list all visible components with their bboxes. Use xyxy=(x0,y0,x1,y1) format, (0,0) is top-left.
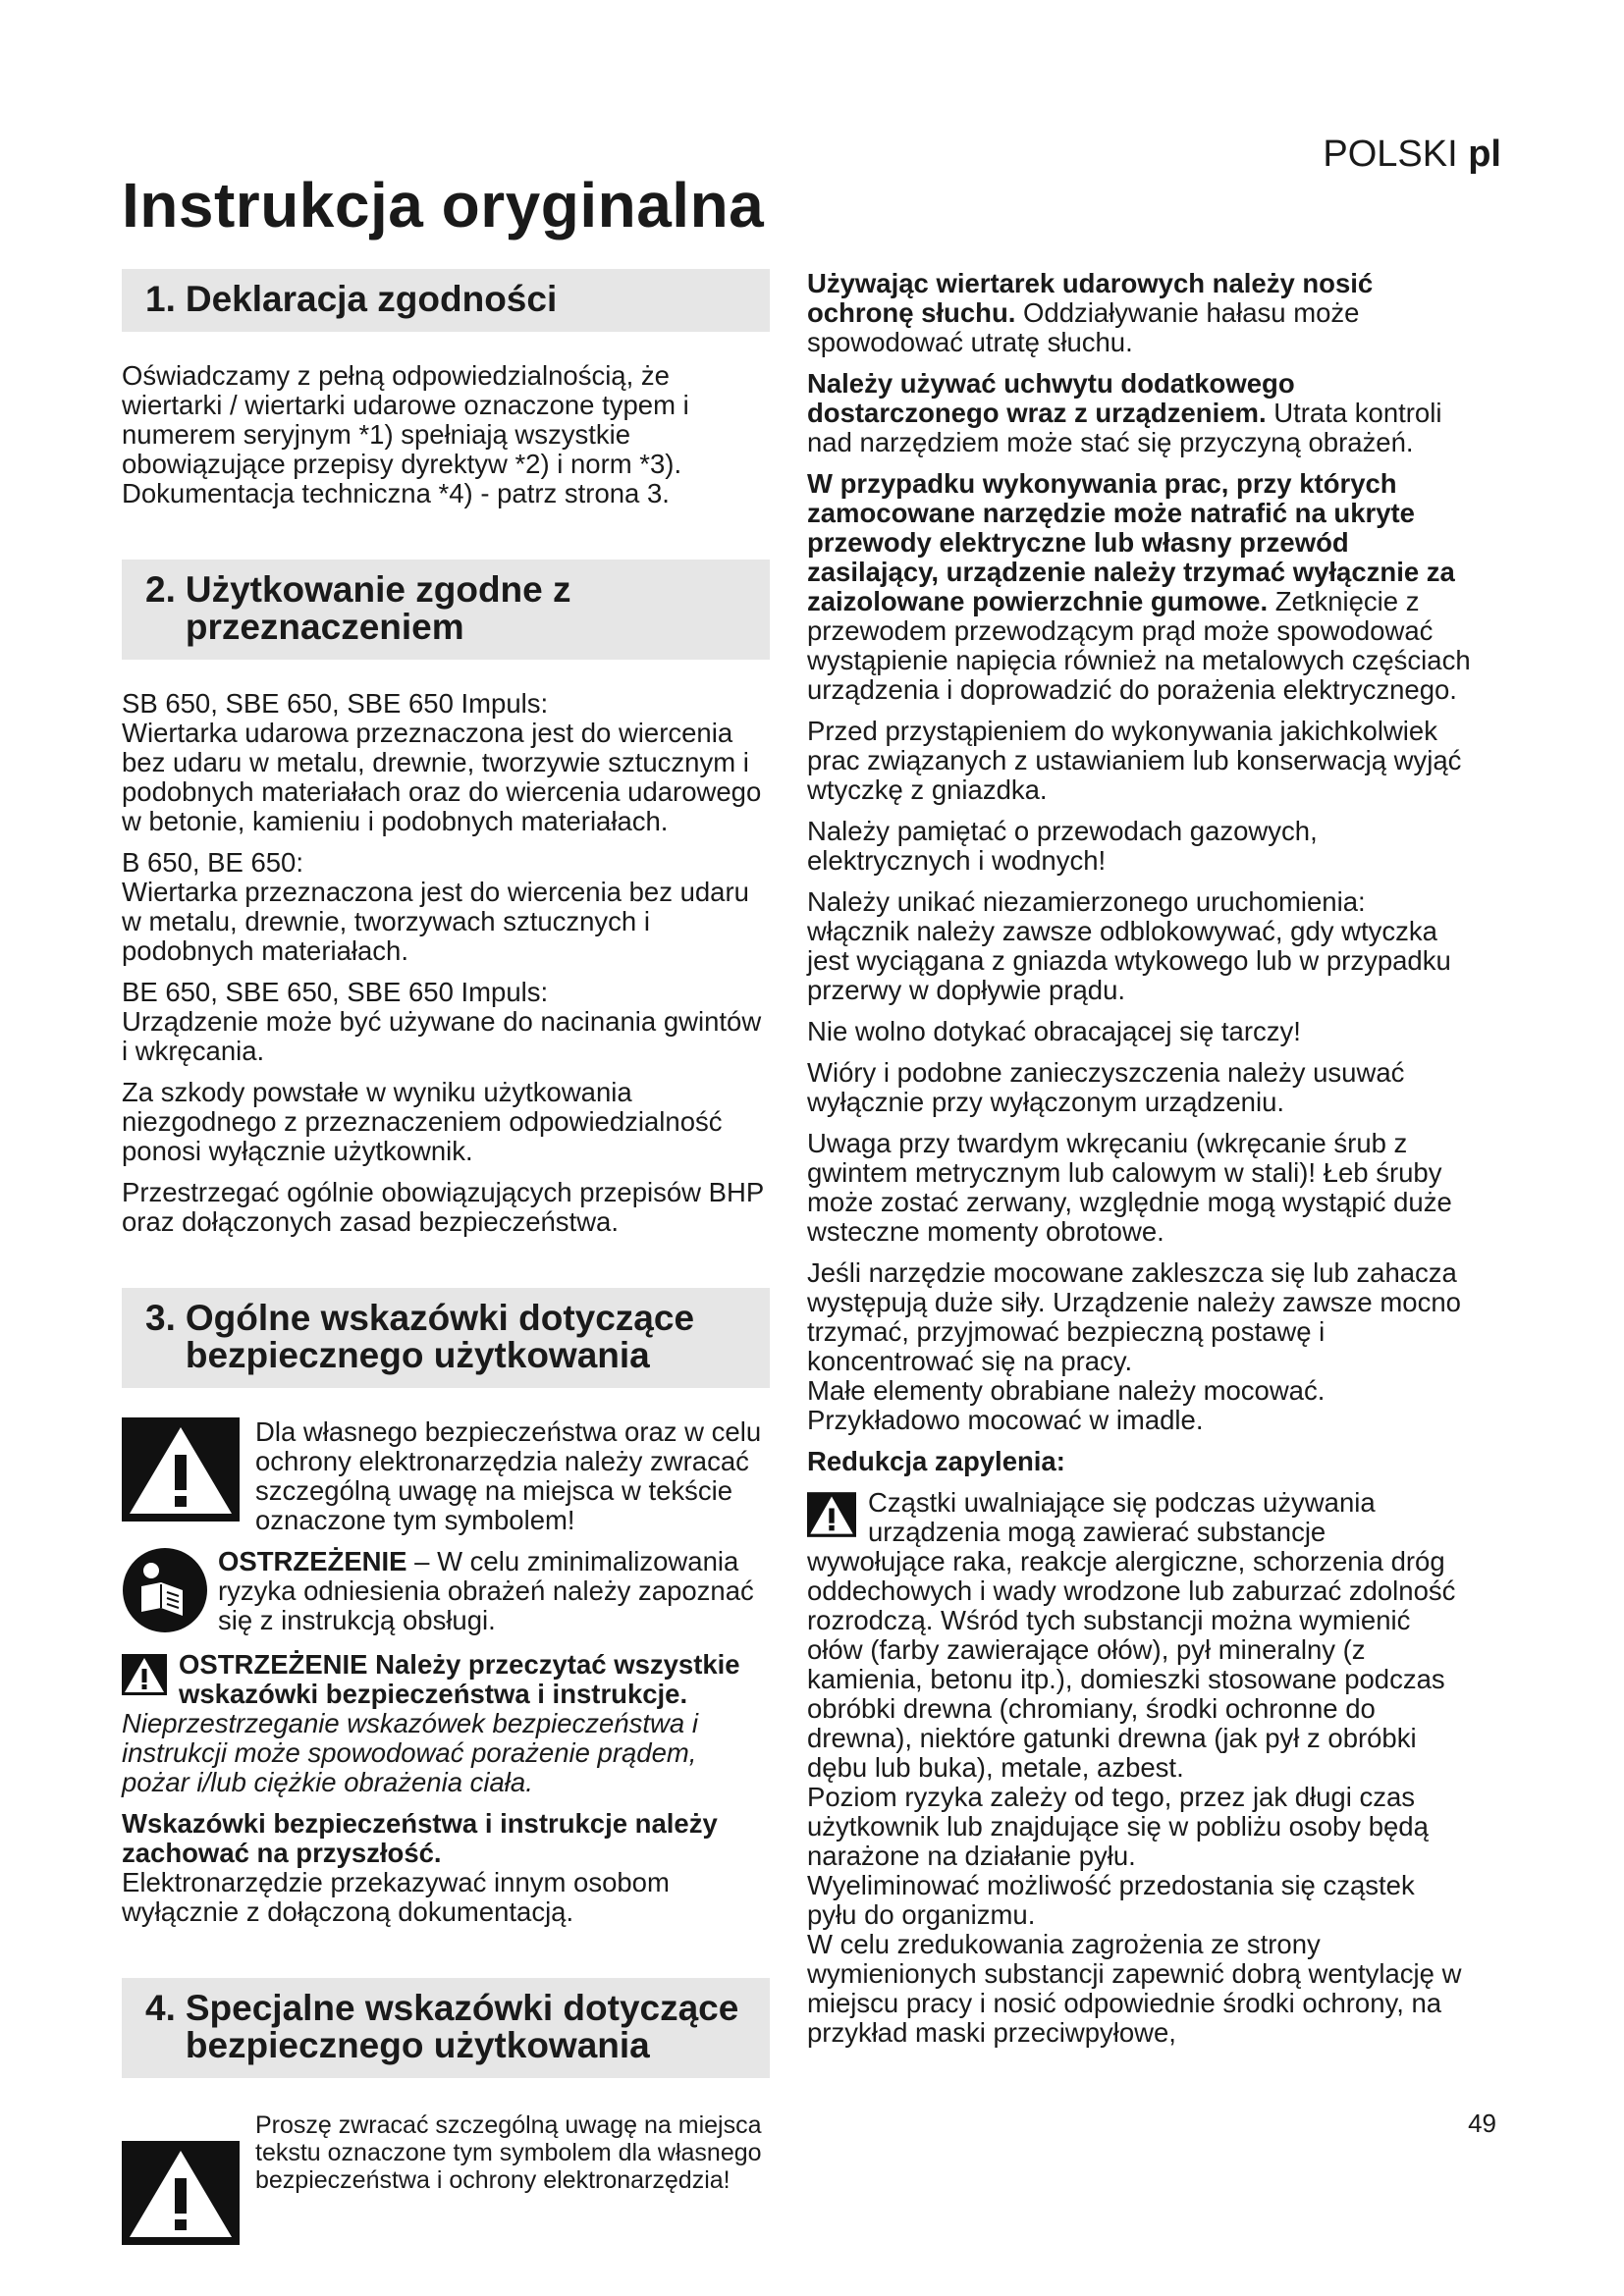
chips-removal: Wióry i podobne zanieczyszczenia należy usuwać wyłącznie przy wyłączonym urządzeniu. xyxy=(807,1057,1405,1117)
warning-triangle-icon xyxy=(122,1417,240,1526)
auxiliary-handle: Należy używać uchwytu dodatkowego dostarczonego wraz z urządzeniem. Utrata kontroli nad narzędziem może stać się przyczyną obrażeń. xyxy=(807,368,1442,457)
warning-small-icon xyxy=(122,1654,167,1701)
hidden-wires: W przypadku wykonywania prac, przy których zamocowane narzędzie może natrafić na ukryte przewody elektryczne lub własny przewód zasilający, urządzenie należy trzymać wyłącznie za zaizolowane powierzchnie gumowe. Zetknięcie z przewodem przewodzącym prąd może spowodować wystąpienie napięcia również na metalowych częściach urządzenia i doprowadzić do porażenia elektrycznego. xyxy=(807,468,1471,705)
special-safety-note: Proszę zwracać szczególną uwagę na miejsca tekstu oznaczone tym symbolem dla własnego bezpieczeństwa i ochrony elektronarzędzia! xyxy=(122,2111,770,2250)
hearing-protection: Używając wiertarek udarowych należy nosić ochronę słuchu. Oddziaływanie hałasu może spowodować utratę słuchu. xyxy=(807,268,1374,357)
dust-text-4: W celu zredukowania zagrożenia ze strony wymienionych substancji zapewnić dobrą wentylację w miejscu pracy i nosić odpowiednie środki ochrony, na przykład maski przeciwpyłowe, xyxy=(807,1929,1462,2048)
warning-small-icon xyxy=(807,1492,856,1543)
dust-text-3: Wyeliminować możliwość przedostania się cząstek pyłu do organizmu. xyxy=(807,1870,1415,1930)
small-workpieces: Małe elementy obrabiane należy mocować. Przykładowo mocować w imadle. xyxy=(807,1375,1326,1435)
general-warning: OSTRZEŻENIE Należy przeczytać wszystkie wskazówki bezpieczeństwa i instrukcje. Nieprzestrzeganie wskazówek bezpieczeństwa i instrukcji może spowodować porażenie prądem, pożar i/lub ciężkie obrażenia ciała. xyxy=(122,1649,740,1797)
right-column xyxy=(807,269,1471,2059)
model-list-1: SB 650, SBE 650, SBE 650 Impuls: Wiertarka udarowa przeznaczona jest do wiercenia bez udaru w metalu, drewnie, tworzywie sztucznym i podobnych materiałach oraz do wiercenia udarowego w betonie, kamieniu i podobnych materiałach. xyxy=(122,688,762,836)
hard-screwdriving: Uwaga przy twardym wkręcaniu (wkręcanie śrub z gwintem metrycznym lub calowym w stali)! Łeb śruby może zostać zerwany, względnie mogą wystąpić duże wsteczne momenty obrotowe. xyxy=(807,1128,1452,1247)
section-heading-4: 4. Specjalne wskazówki dotyczące bezpiecznego użytkowania xyxy=(122,1978,770,2078)
model-list-3: BE 650, SBE 650, SBE 650 Impuls: Urządzenie może być używane do nacinania gwintów i wkręcania. xyxy=(122,977,762,1066)
page-title: Instrukcja oryginalna xyxy=(122,170,765,240)
keep-instructions: Wskazówki bezpieczeństwa i instrukcje należy zachować na przyszłość. Elektronarzędzie przekazywać innym osobom wyłącznie z dołączoną dokumentacją. xyxy=(122,1808,718,1927)
section-heading-1: 1. Deklaracja zgodności xyxy=(122,269,770,332)
unplug-note: Przed przystąpieniem do wykonywania jakichkolwiek prac związanych z ustawianiem lub konserwacją wyjąć wtyczkę z gniazdka. xyxy=(807,716,1462,805)
dust-text-1: Cząstki uwalniające się podczas używania urządzenia mogą zawierać substancje wywołujące raka, reakcje alergiczne, schorzenia dróg oddechowych i wady wrodzone lub zaburzać zdolność rozrodczą. Wśród tych substancji można wymienić ołów (farby zawierające ołów), pył mineralny (z kamienia, betonu itp.), domieszki stosowane podczas obróbki drewna (chromiany, środki ochronne do drewna), niektóre gatunki drewna (jak pył z obróbki dębu lub buka), metale, azbest. xyxy=(807,1487,1456,1783)
declaration-text: Oświadczamy z pełną odpowiedzialnością, że wiertarki / wiertarki udarowe oznaczone typem i numerem seryjnym *1) spełniają wszystkie obowiązujące przepisy dyrektyw *2) i norm *3). Dokumentacja techniczna *4) - patrz strona 3. xyxy=(122,360,689,508)
dust-text-2: Poziom ryzyka zależy od tego, przez jak długi czas użytkownik lub znajdujące się w pobliżu osoby będą narażone na działanie pyłu. xyxy=(807,1782,1429,1871)
unintended-start: Należy unikać niezamierzonego uruchomienia: włącznik należy zawsze odblokowywać, gdy wtyczka jest wyciągana z gniazda wtykowego lub w przypadku przerwy w dopływie prądu. xyxy=(807,886,1451,1005)
left-column xyxy=(122,269,770,2262)
read-manual-note: OSTRZEŻENIE – W celu zminimalizowania ryzyka odniesienia obrażeń należy zapoznać się z instrukcją obsługi. xyxy=(122,1547,770,1638)
section-heading-3: 3. Ogólne wskazówki dotyczące bezpiecznego użytkowania xyxy=(122,1288,770,1388)
rotating-disc: Nie wolno dotykać obracającej się tarczy! xyxy=(807,1016,1301,1046)
page-number: 49 xyxy=(1468,2109,1496,2138)
utilities-note: Należy pamiętać o przewodach gazowych, elektrycznych i wodnych! xyxy=(807,816,1318,876)
language-label: POLSKI pl xyxy=(1323,133,1501,175)
dust-heading: Redukcja zapylenia: xyxy=(807,1446,1065,1476)
read-manual-icon xyxy=(122,1547,208,1638)
safety-note: Dla własnego bezpieczeństwa oraz w celu ochrony elektronarzędzia należy zwracać szczególną uwagę na miejsca w tekście oznaczone tym symbolem! xyxy=(122,1417,770,1535)
warning-triangle-icon xyxy=(122,2141,240,2250)
model-list-2: B 650, BE 650: Wiertarka przeznaczona jest do wiercenia bez udaru w metalu, drewnie, tworzywach sztucznych i podobnych materiałach. xyxy=(122,847,749,966)
jamming-note: Jeśli narzędzie mocowane zakleszcza się lub zahacza występują duże siły. Urządzenie należy zawsze mocno trzymać, przyjmować bezpieczną postawę i koncentrować się na pracy. xyxy=(807,1257,1461,1376)
bhp-text: Przestrzegać ogólnie obowiązujących przepisów BHP oraz dołączonych zasad bezpieczeństwa. xyxy=(122,1177,764,1237)
liability-text: Za szkody powstałe w wyniku użytkowania niezgodnego z przeznaczeniem odpowiedzialność ponosi wyłącznie użytkownik. xyxy=(122,1077,723,1166)
language-code: pl xyxy=(1468,133,1501,175)
section-heading-2: 2. Użytkowanie zgodne z przeznaczeniem xyxy=(122,560,770,660)
